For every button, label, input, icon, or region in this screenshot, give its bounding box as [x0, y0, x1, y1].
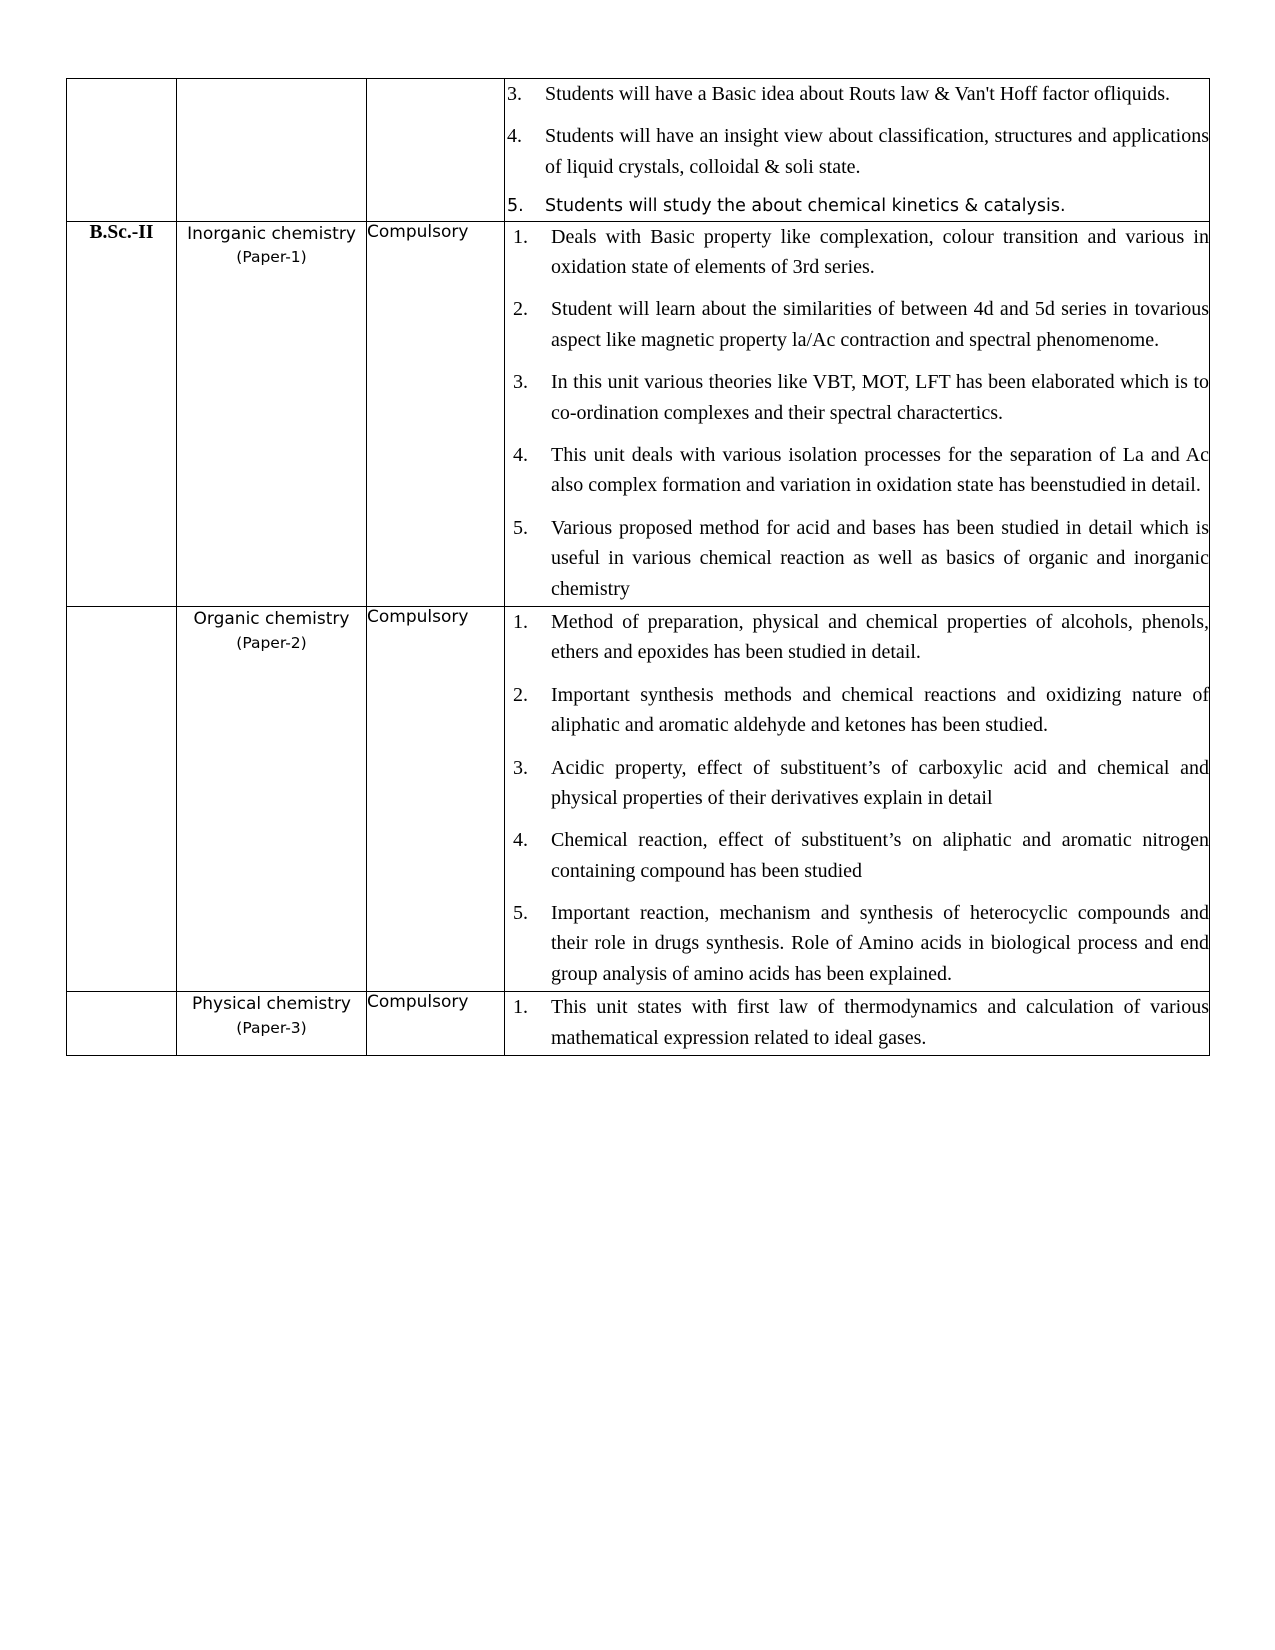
item-text: Deals with Basic property like complexation, colour transition and various in oxidation state of elements of 3rd series. [551, 225, 1209, 279]
item-text: Students will have a Basic idea about Routs law & Van't Hoff factor ofliquids. [545, 83, 1170, 105]
item-number: 5. [513, 516, 528, 539]
type-cell [367, 79, 505, 222]
item-number: 5. [507, 196, 524, 217]
paper-cell [177, 79, 367, 222]
outcomes-list [505, 79, 1209, 219]
item-text: In this unit various theories like VBT, MOT, LFT has been elaborated which is to co-ordination complexes and their spectral charactertics. [551, 371, 1209, 424]
outcomes-cell [505, 606, 1210, 991]
paper-name: Inorganic chemistry [187, 223, 356, 244]
type-cell [367, 606, 505, 991]
table-row [67, 221, 1210, 606]
table-row [67, 606, 1210, 991]
class-label: B.Sc.-II [89, 221, 154, 243]
item-number: 4. [513, 444, 528, 467]
item-number: 3. [513, 756, 528, 779]
outcomes-cell [505, 992, 1210, 1056]
list-item [513, 222, 1209, 283]
paper-cell [177, 221, 367, 606]
list-item [513, 607, 1209, 668]
paper-cell [177, 606, 367, 991]
list-item [507, 194, 1209, 219]
list-item [513, 680, 1209, 741]
class-cell [67, 606, 177, 991]
paper-number: (Paper-2) [236, 633, 307, 652]
type-label: Compulsory [367, 606, 469, 627]
outcomes-cell [505, 221, 1210, 606]
item-text: Important synthesis methods and chemical reactions and oxidizing nature of aliphatic and aromatic aldehyde and ketones has been studied. [551, 683, 1209, 737]
class-cell [67, 992, 177, 1056]
table-row [67, 992, 1210, 1056]
list-item [513, 513, 1209, 604]
paper-name: Organic chemistry [193, 608, 350, 629]
outcomes-list [505, 607, 1209, 989]
item-number: 3. [507, 83, 522, 105]
item-number: 4. [513, 829, 528, 852]
class-cell [67, 221, 177, 606]
list-item [507, 79, 1209, 109]
list-item [513, 367, 1209, 428]
item-text: Students will study the about chemical kinetics & catalysis. [545, 196, 1066, 217]
list-item [507, 121, 1209, 182]
item-text: Student will learn about the similarities of between 4d and 5d series in tovarious aspect like magnetic property la/Ac contraction and spectral phenomenome. [551, 298, 1209, 351]
item-text: This unit deals with various isolation processes for the separation of La and Ac also complex formation and variation in oxidation state has beenstudied in detail. [551, 444, 1209, 497]
item-number: 1. [513, 996, 528, 1019]
outcomes-list [505, 992, 1209, 1053]
item-text: This unit states with first law of thermodynamics and calculation of various mathematical expression related to ideal gases. [551, 996, 1209, 1049]
item-number: 1. [513, 225, 528, 248]
paper-name: Physical chemistry [192, 994, 351, 1015]
type-cell [367, 221, 505, 606]
item-number: 5. [513, 902, 528, 925]
type-label: Compulsory [367, 992, 469, 1013]
item-text: Important reaction, mechanism and synthesis of heterocyclic compounds and their role in drugs synthesis. Role of Amino acids in biological process and end group analysis of amino acids has been explained. [551, 902, 1209, 985]
list-item [513, 992, 1209, 1053]
class-cell [67, 79, 177, 222]
item-number: 3. [513, 371, 528, 394]
list-item [513, 753, 1209, 814]
table-row [67, 79, 1210, 222]
paper-number: (Paper-3) [236, 1018, 307, 1037]
list-item [513, 294, 1209, 355]
type-label: Compulsory [367, 221, 469, 242]
item-text: Chemical reaction, effect of substituent’s on aliphatic and aromatic nitrogen containing compound has been studied [551, 829, 1209, 882]
item-number: 4. [507, 125, 522, 148]
item-text: Students will have an insight view about classification, structures and applications of liquid crystals, colloidal & soli state. [545, 125, 1209, 178]
type-cell [367, 992, 505, 1056]
item-text: Method of preparation, physical and chemical properties of alcohols, phenols, ethers and epoxides has been studied in detail. [551, 610, 1209, 664]
list-item [513, 898, 1209, 989]
item-text: Acidic property, effect of substituent’s of carboxylic acid and chemical and physical properties of their derivatives explain in detail [551, 756, 1209, 809]
syllabus-table [66, 78, 1210, 1056]
paper-cell [177, 992, 367, 1056]
table-body [67, 79, 1210, 1056]
paper-number: (Paper-1) [236, 248, 307, 267]
item-text: Various proposed method for acid and bases has been studied in detail which is useful in various chemical reaction as well as basics of organic and inorganic chemistry [551, 516, 1209, 600]
item-number: 2. [513, 683, 528, 706]
outcomes-list [505, 222, 1209, 604]
item-number: 1. [513, 610, 528, 633]
list-item [513, 440, 1209, 501]
list-item [513, 825, 1209, 886]
item-number: 2. [513, 298, 528, 321]
outcomes-cell [505, 79, 1210, 222]
